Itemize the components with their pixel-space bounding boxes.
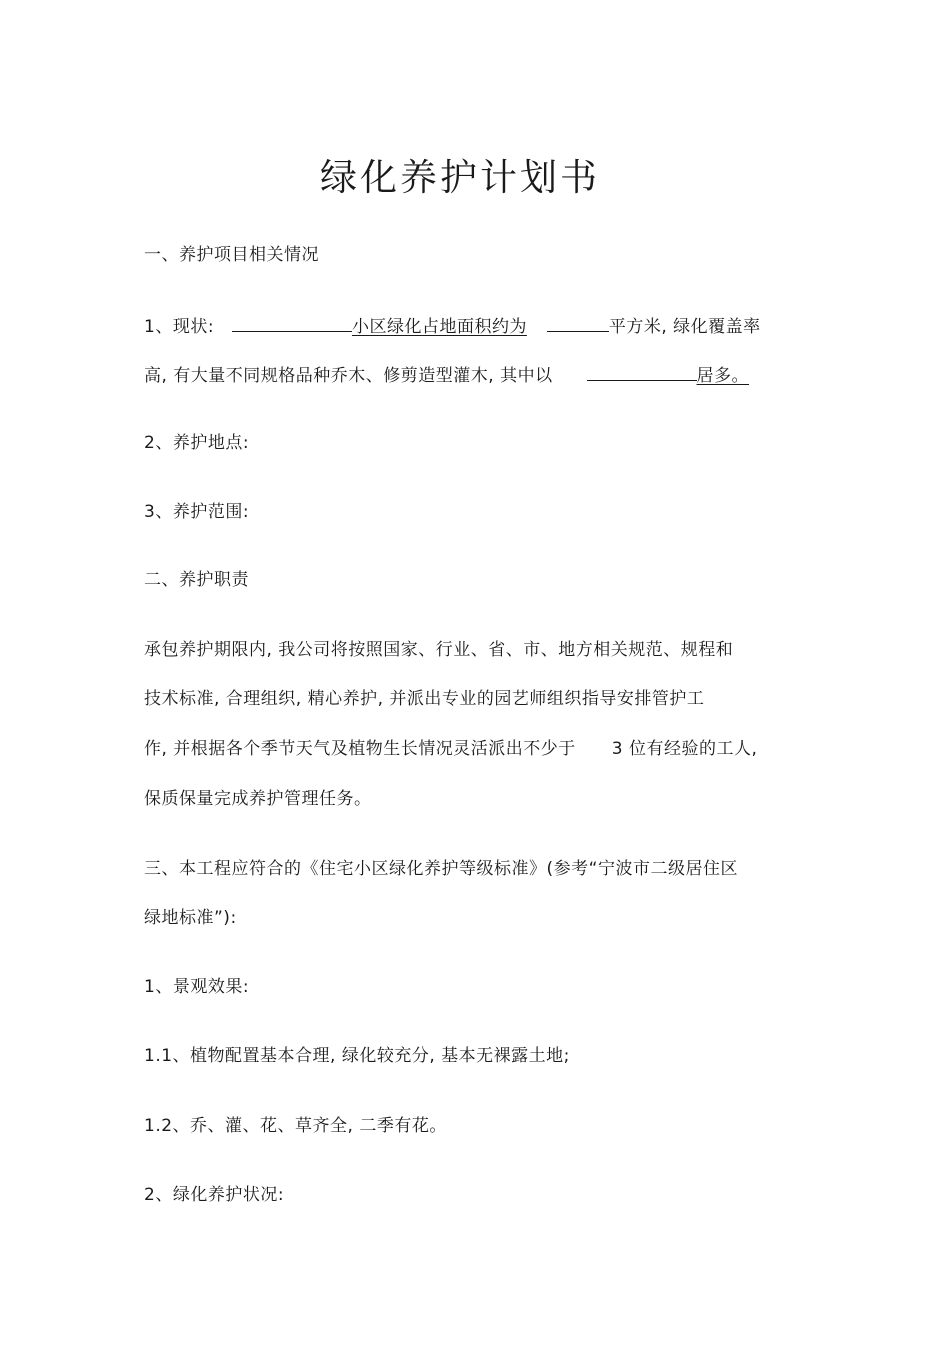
area-text: 小区绿化占地面积约为 bbox=[351, 317, 527, 337]
section-1-heading: 一、养护项目相关情况 bbox=[144, 245, 319, 265]
section-3-heading-line-1: 三、本工程应符合的《住宅小区绿化养护等级标准》(参考“宁波市二级居住区 bbox=[144, 859, 738, 879]
status-line-2-text: 高, 有大量不同规格品种乔木、修剪造型灌木, 其中以 bbox=[144, 366, 553, 386]
maintenance-location: 2、养护地点: bbox=[144, 433, 250, 453]
landscape-effect: 1、景观效果: bbox=[144, 977, 250, 997]
status-prefix: 1、现状: bbox=[144, 317, 215, 337]
dominant-species-blank[interactable] bbox=[587, 362, 697, 381]
duties-line-4: 保质保量完成养护管理任务。 bbox=[144, 789, 372, 809]
duties-line-2: 技术标准, 合理组织, 精心养护, 并派出专业的园艺师组织指导安排管护工 bbox=[144, 689, 705, 709]
section-2-heading: 二、养护职责 bbox=[144, 570, 249, 590]
landscape-effect-1-1: 1.1、植物配置基本合理, 绿化较充分, 基本无裸露土地; bbox=[144, 1046, 570, 1066]
status-line-1 bbox=[144, 313, 761, 339]
section-3-heading-line-2: 绿地标准”): bbox=[144, 908, 237, 928]
community-name-blank[interactable] bbox=[232, 313, 352, 332]
coverage-text: 平方米, 绿化覆盖率 bbox=[608, 317, 761, 337]
area-value-blank[interactable] bbox=[547, 313, 609, 332]
duties-line-3-text: 作, 并根据各个季节天气及植物生长情况灵活派出不少于 bbox=[144, 739, 576, 759]
status-line-2 bbox=[144, 362, 749, 388]
landscape-effect-1-2: 1.2、乔、灌、花、草齐全, 二季有花。 bbox=[144, 1116, 447, 1136]
document-title: 绿化养护计划书 bbox=[320, 156, 600, 199]
maintenance-status: 2、绿化养护状况: bbox=[144, 1185, 285, 1205]
maintenance-scope: 3、养护范围: bbox=[144, 502, 250, 522]
status-line-2-suffix: 居多。 bbox=[696, 366, 750, 386]
duties-line-1: 承包养护期限内, 我公司将按照国家、行业、省、市、地方相关规范、规程和 bbox=[144, 640, 734, 660]
worker-count-text: 3 位有经验的工人, bbox=[611, 739, 758, 759]
duties-line-3 bbox=[144, 737, 757, 761]
